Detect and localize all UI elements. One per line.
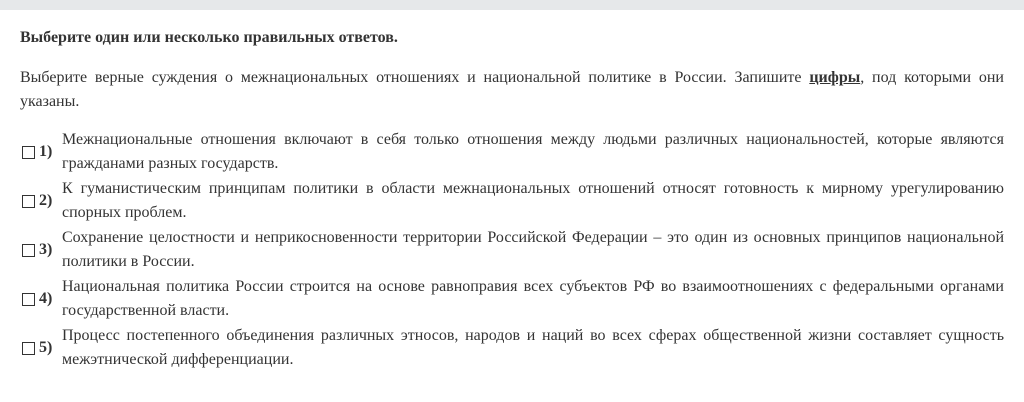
option-5[interactable] [20, 324, 1004, 372]
option-1-text: Межнациональные отношения включают в себя только отношения между людьми различных национальностей, которые являются гражданами разных государств. [62, 131, 1004, 172]
option-5-checkbox[interactable] [22, 342, 35, 355]
option-3-checkbox[interactable] [22, 244, 35, 257]
question-emphasis: цифры [809, 69, 861, 86]
answer-options [20, 128, 1004, 372]
option-5-text: Процесс постепенного объединения различных этносов, народов и наций во всех сферах общественной жизни составляет сущность межэтнической дифференциации. [62, 327, 1004, 368]
option-5-number: 5) [39, 339, 53, 356]
option-3-text: Сохранение целостности и неприкосновенности территории Российской Федерации – это один из основных принципов национальной политики в России. [62, 229, 1004, 270]
option-1[interactable] [20, 128, 1004, 176]
option-4-checkbox[interactable] [22, 293, 35, 306]
top-bar [0, 0, 1024, 10]
question-text-after: , под которыми они указаны. [20, 69, 1004, 110]
task-container [0, 26, 1024, 372]
option-2-checkbox[interactable] [22, 195, 35, 208]
option-3-number: 3) [39, 241, 53, 258]
option-1-checkbox[interactable] [22, 146, 35, 159]
question-text [20, 66, 1004, 114]
option-2-number: 2) [39, 192, 53, 209]
question-text-before: Выберите верные суждения о межнациональных отношениях и национальной политике в России. Запишите [20, 69, 810, 86]
option-2-text: К гуманистическим принципам политики в области межнациональных отношений относят готовность к мирному урегулированию спорных проблем. [62, 180, 1004, 221]
option-2[interactable] [20, 177, 1004, 225]
option-3[interactable] [20, 226, 1004, 274]
task-instruction: Выберите один или несколько правильных ответов. [20, 29, 398, 46]
option-1-number: 1) [39, 143, 53, 160]
option-4-text: Национальная политика России строится на основе равноправия всех субъектов РФ во взаимоотношениях с федеральными органами государственной власти. [62, 278, 1004, 319]
option-4[interactable] [20, 275, 1004, 323]
option-4-number: 4) [39, 290, 53, 307]
